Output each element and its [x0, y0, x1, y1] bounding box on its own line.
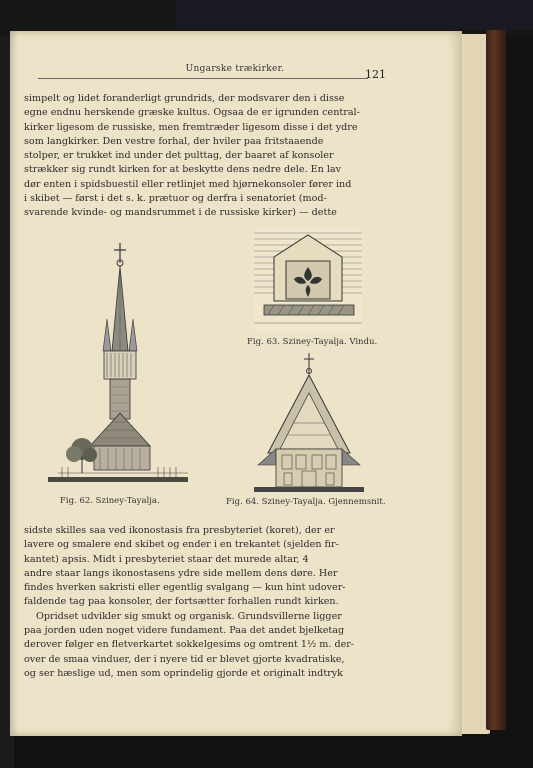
church-illustration: [38, 241, 188, 496]
text-line: strækker sig rundt kirken for at beskytte dens nedre dele. En lav: [24, 164, 342, 176]
body-text-bottom: [24, 524, 399, 681]
text-line: Opridset udvikler sig smukt og organisk. Grundsvillerne ligger: [36, 610, 342, 622]
text-line: dør enten i spidsbuestil eller retlinjet med hjørnekonsoler fører ind: [24, 178, 352, 190]
text-line: findes hverken sakristi eller egentlig svalgang — kun hint udover-: [24, 582, 346, 594]
running-title: Ungarske trækirker.: [185, 64, 285, 74]
text-line: andre staar langs ikonostasens ydre side mellem dens døre. Her: [24, 567, 338, 579]
scan-background-strip: [176, 0, 533, 30]
text-line: kirker ligesom de russiske, men fremtræder ligesom disse i det ydre: [24, 121, 358, 133]
text-line: lavere og smalere end skibet og ender i en trekantet (sjelden fir-: [24, 539, 339, 551]
figure-64-caption: Fig. 64. Sziney-Tayalja. Gjennemsnit.: [226, 497, 386, 507]
figure-63-caption: Fig. 63. Sziney-Tayalja. Vindu.: [247, 337, 378, 347]
text-line: paa jorden uden noget videre fundament. Paa det andet bjelketag: [24, 625, 345, 637]
book-cover-edge: [486, 30, 506, 730]
text-line: som langkirker. Den vestre forhal, der hviler paa fritstaaende: [24, 135, 324, 147]
text-line: egne endnu herskende græske kultus. Ogsaa de er igrunden central-: [24, 107, 360, 119]
text-line: svarende kvinde- og mandsrummet i de russiske kirker) — dette: [24, 207, 337, 219]
figure-62-caption: Fig. 62. Sziney-Tayalja.: [60, 496, 160, 506]
text-line: stolper, er trukket ind under det pulttag, der baaret af konsoler: [24, 150, 334, 162]
text-line: kantet) apsis. Midt i presbyteriet staar det murede altar, 4: [24, 553, 309, 565]
text-line: og ser hæslige ud, men som oprindelig gjorde et originalt indtryk: [24, 667, 343, 679]
text-line: derover følger en fletverkartet sokkelgesims og omtrent 1½ m. der-: [24, 639, 355, 651]
text-line: faldende tag paa konsoler, der fortsætter forhallen rundt kirken.: [24, 596, 339, 608]
text-line: simpelt og lidet foranderligt grundrids, der modsvarer den i disse: [24, 93, 345, 104]
text-line: i skibet — først i det s. k. prætuor og derfra i senatoriet (mod-: [24, 193, 327, 205]
section-illustration: [254, 353, 364, 493]
text-line: sidste skilles saa ved ikonostasis fra presbyteriet (koret), der er: [24, 525, 335, 536]
body-text-top: [24, 92, 399, 221]
text-line: over de smaa vinduer, der i nyere tid er blevet gjorte kvadratiske,: [24, 653, 345, 665]
page-number: 121: [365, 68, 386, 81]
window-illustration: [254, 227, 364, 335]
header-rule: [38, 78, 368, 79]
book-page: [10, 31, 462, 736]
